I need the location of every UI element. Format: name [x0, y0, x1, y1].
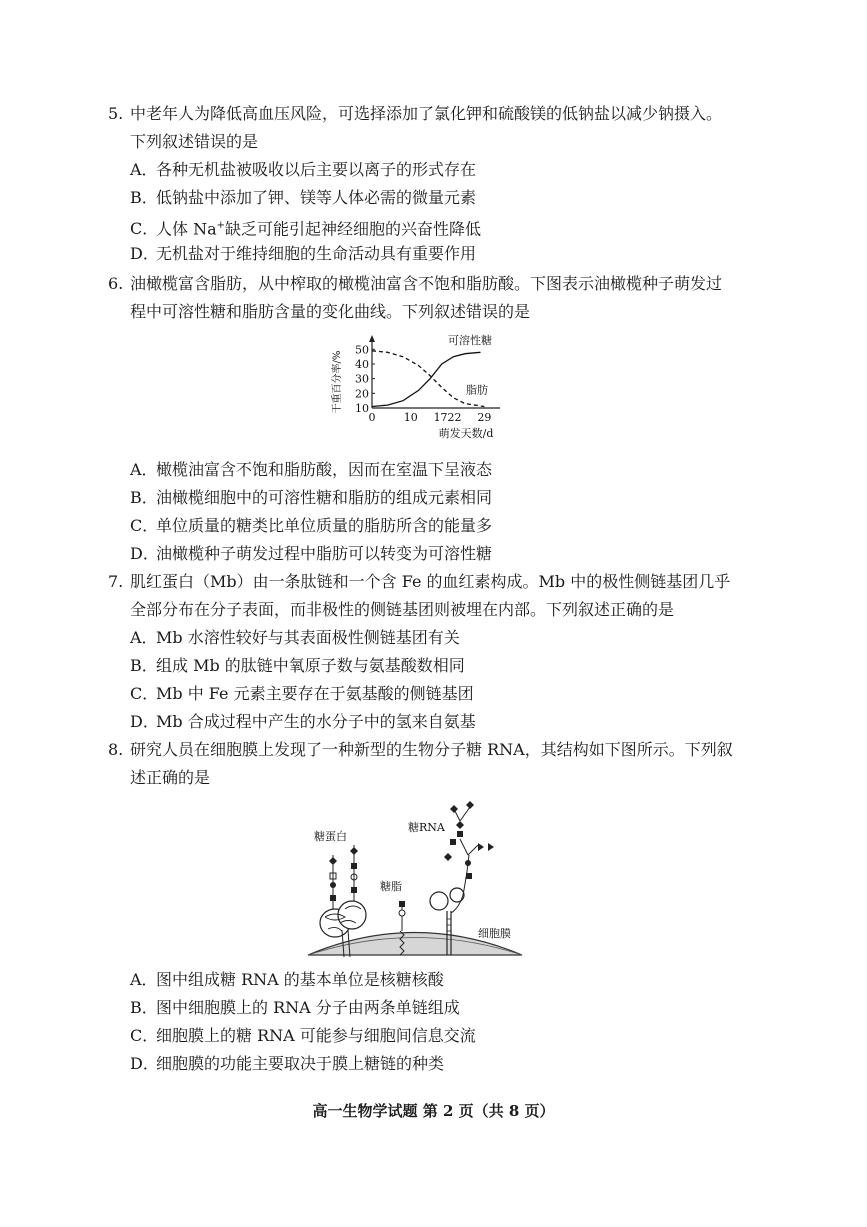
q5-stem-line-2: 下列叙述错误的是: [130, 132, 259, 151]
y-tick-label: 10: [355, 402, 369, 415]
q5-option-b: B．低钠盐中添加了钾、镁等人体必需的微量元素: [130, 188, 477, 207]
q6-option-a: A．橄榄油富含不饱和脂肪酸，因而在室温下呈液态: [130, 460, 493, 479]
q6-line-chart: [326, 330, 506, 442]
page-footer: 高一生物学试题 第 2 页（共 8 页）: [312, 1102, 555, 1120]
q5-option-a: A．各种无机盐被吸收以后主要以离子的形式存在: [130, 160, 477, 179]
q5-option-d: D．无机盐对于维持细胞的生命活动具有重要作用: [130, 244, 477, 263]
q6-stem-line-1: 6. 油橄榄富含脂肪，从中榨取的橄榄油富含不饱和脂肪酸。下图表示油橄榄种子萌发过: [108, 274, 723, 293]
q6-stem-line-2: 程中可溶性糖和脂肪含量的变化曲线。下列叙述错误的是: [130, 302, 531, 321]
q8-stem-line-2: 述正确的是: [130, 768, 211, 787]
label-glycolipid: 糖脂: [380, 880, 402, 893]
q6-option-b: B．油橄榄细胞中的可溶性糖和脂肪的组成元素相同: [130, 488, 493, 507]
q7-stem-line-1: 7. 肌红蛋白（Mb）由一条肽链和一个含 Fe 的血红素构成。Mb 中的极性侧链基团几乎: [108, 572, 731, 591]
y-axis-label: 干重百分率/%: [332, 350, 343, 414]
q6-option-c: C．单位质量的糖类比单位质量的脂肪所含的能量多: [130, 516, 493, 535]
series-label-sugar: 可溶性糖: [448, 334, 492, 347]
q5-option-c: C．人体 Na+缺乏可能引起神经细胞的兴奋性降低: [130, 219, 482, 239]
y-tick-label: 50: [355, 343, 369, 357]
q7-option-c: C．Mb 中 Fe 元素主要存在于氨基酸的侧链基团: [130, 684, 474, 703]
series-line-0: [372, 352, 481, 406]
y-axis-arrow: [369, 335, 375, 342]
y-tick-label: 30: [355, 372, 369, 386]
q8-option-d: D．细胞膜的功能主要取决于膜上糖链的种类: [130, 1054, 445, 1073]
label-cell-membrane: 细胞膜: [478, 927, 511, 940]
q7-stem-line-2: 全部分布在分子表面，而非极性的侧链基团则被埋在内部。下列叙述正确的是: [130, 600, 675, 619]
q7-option-b: B．组成 Mb 的肽链中氧原子数与氨基酸数相同: [130, 656, 465, 675]
q8-membrane-figure: [300, 795, 530, 960]
y-tick-label: 40: [355, 358, 369, 371]
q7-option-a: A．Mb 水溶性较好与其表面极性侧链基团有关: [130, 628, 460, 647]
q8-stem-line-1: 8. 研究人员在细胞膜上发现了一种新型的生物分子糖 RNA，其结构如下图所示。下列叙: [108, 740, 733, 759]
q8-option-b: B．图中细胞膜上的 RNA 分子由两条单链组成: [130, 998, 460, 1017]
q6-option-d: D．油橄榄种子萌发过程中脂肪可以转变为可溶性糖: [130, 544, 493, 563]
q7-option-d: D．Mb 合成过程中产生的水分子中的氢来自氨基: [130, 712, 476, 731]
q8-option-c: C．细胞膜上的糖 RNA 可能参与细胞间信息交流: [130, 1026, 476, 1045]
x-tick-label: 1722: [433, 411, 462, 424]
x-tick-label: 29: [477, 411, 492, 424]
y-tick-label: 20: [355, 387, 369, 401]
x-tick-label: 10: [403, 411, 418, 424]
q5-stem-line-1: 5. 中老年人为降低高血压风险，可选择添加了氯化钾和硫酸镁的低钠盐以减少钠摄入。: [108, 104, 723, 123]
label-glycorna: 糖RNA: [408, 821, 445, 834]
glycoprotein-structure: [314, 829, 366, 957]
q8-option-a: A．图中组成糖 RNA 的基本单位是核糖核酸: [130, 970, 444, 989]
x-tick-label: 0: [368, 411, 376, 424]
series-label-fat: 脂肪: [466, 383, 488, 397]
x-axis-label: 萌发天数/d: [438, 427, 494, 440]
label-glycoprotein: 糖蛋白: [314, 830, 347, 843]
series-line-1: [372, 351, 484, 407]
